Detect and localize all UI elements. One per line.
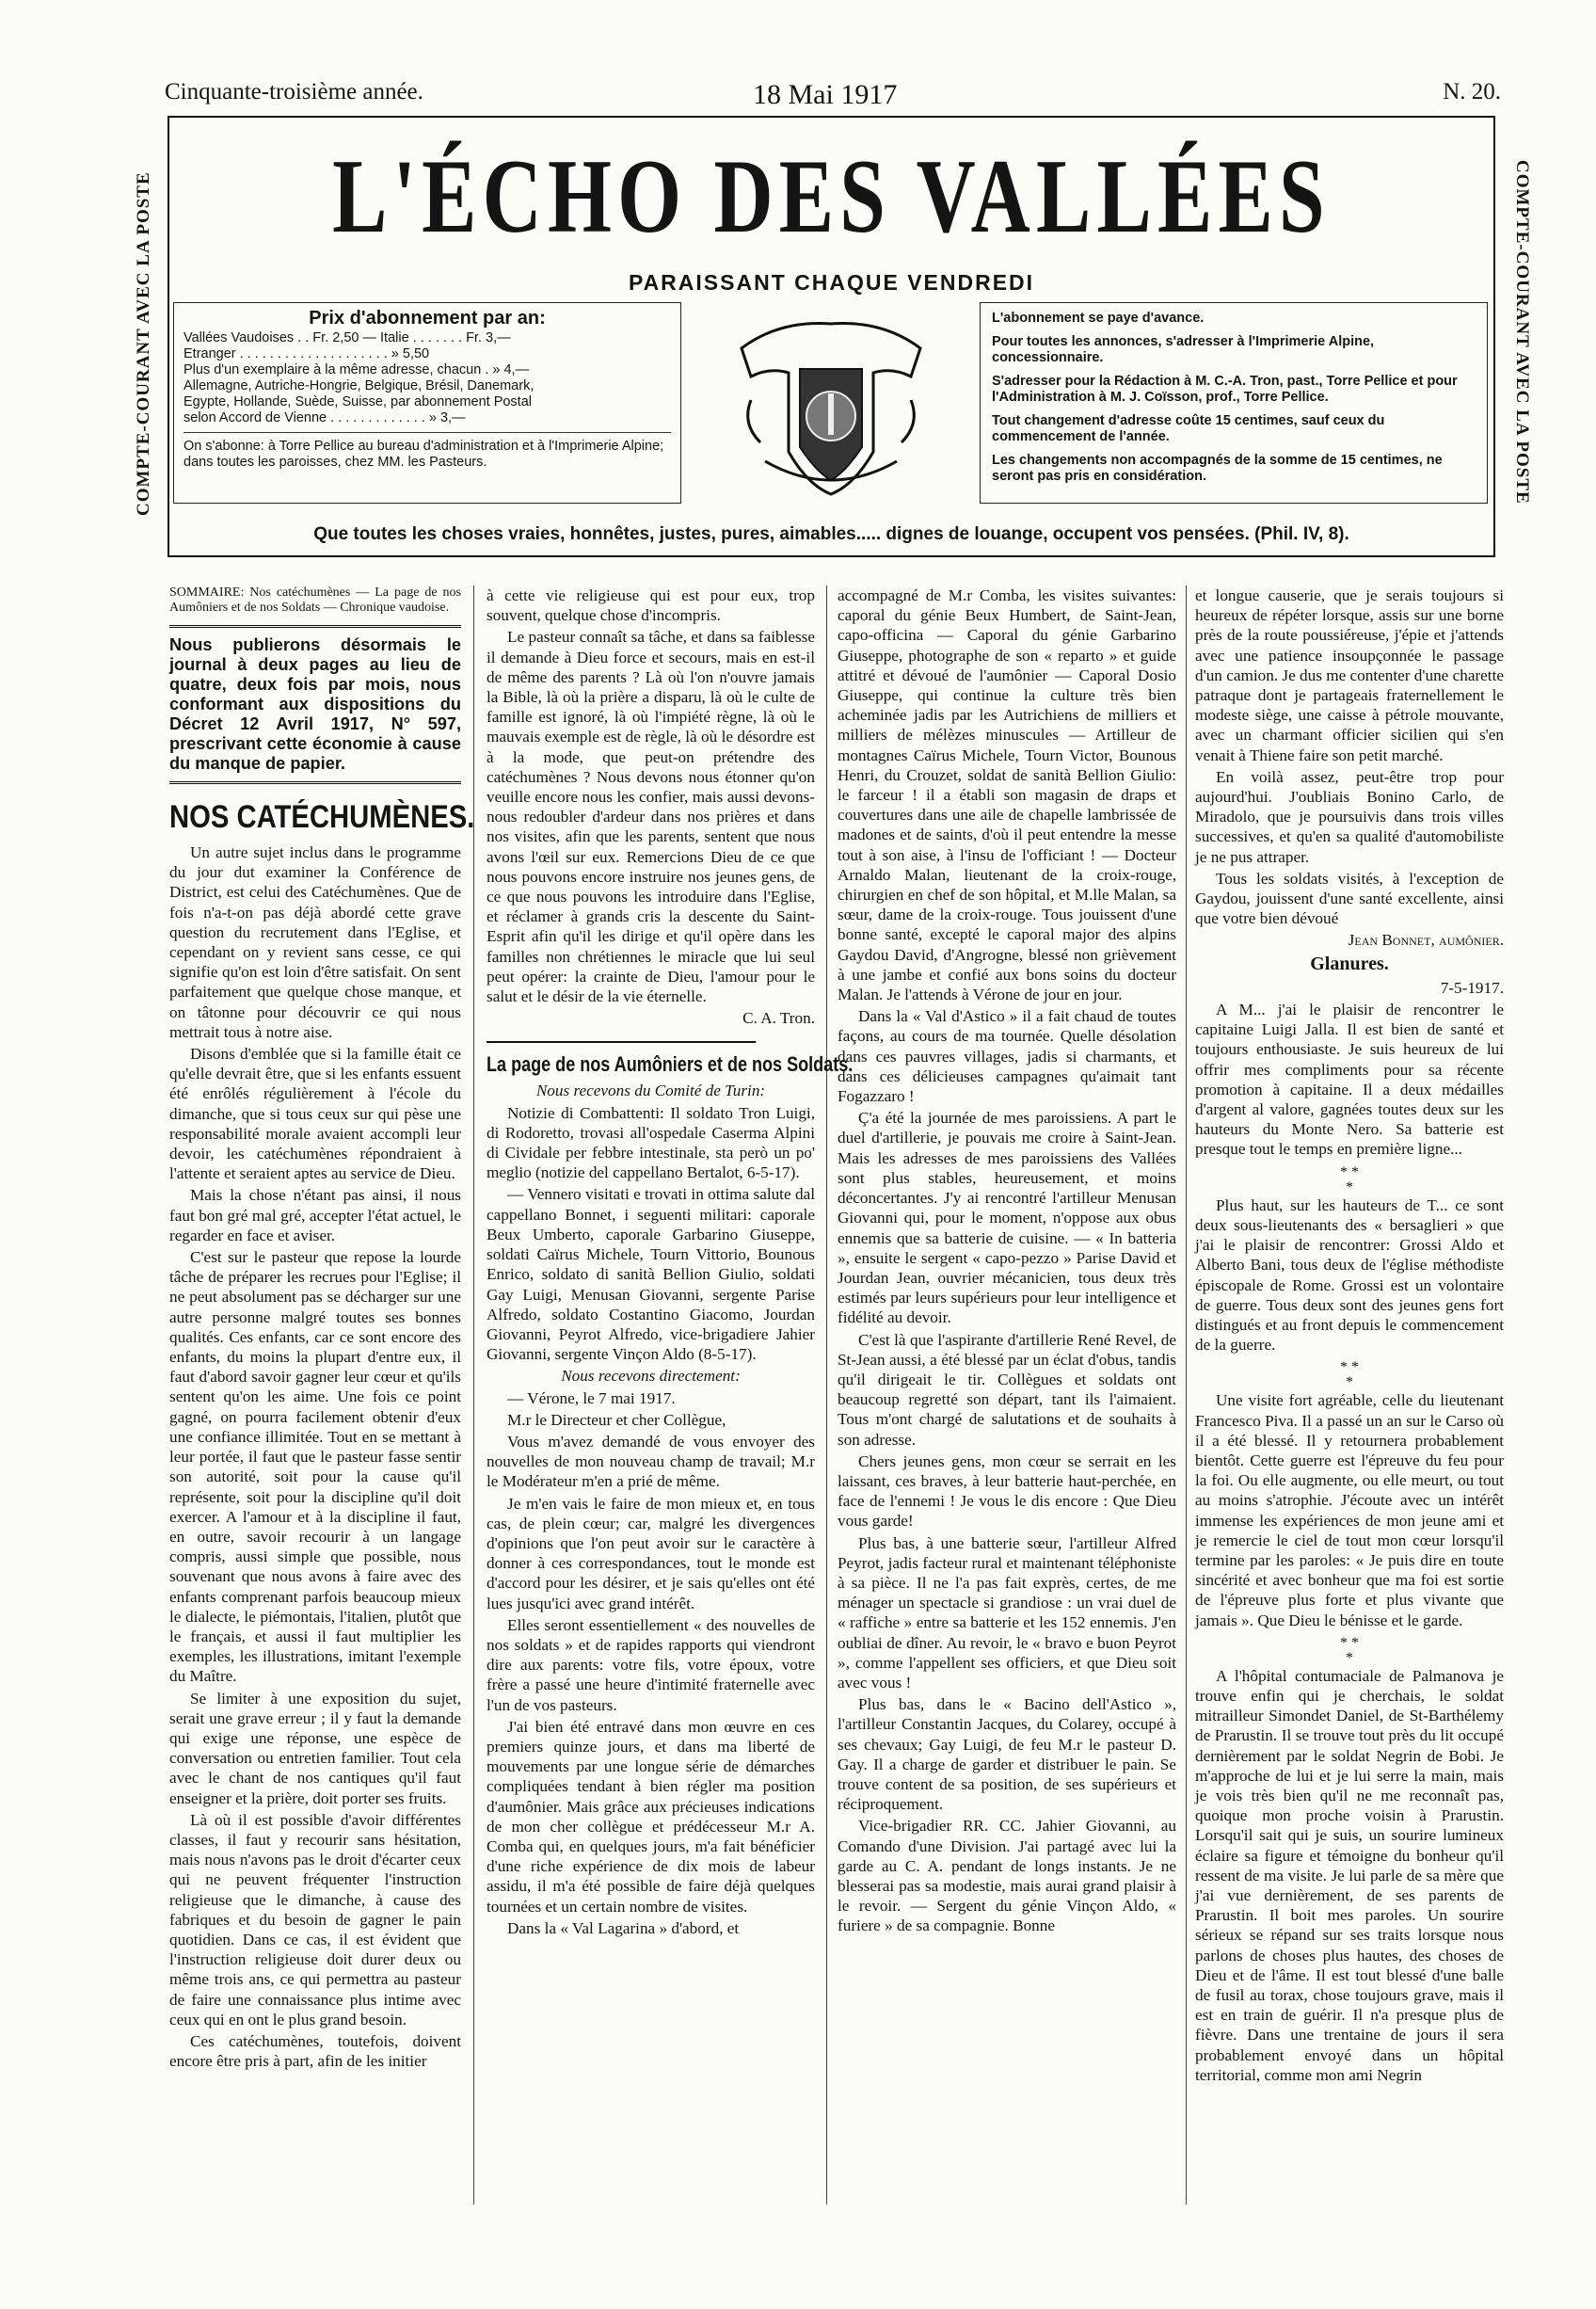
masthead bbox=[168, 116, 1495, 557]
received-direct: Nous recevons directement: bbox=[561, 1367, 741, 1386]
received-turin: Nous recevons du Comité de Turin: bbox=[535, 1082, 766, 1100]
paragraph: C'est sur le pasteur que repose la lourde tâche de préparer les recrues pour l'Eglise; il ne peut absolument pas se décharger sur une autre personne malgré toutes ses bonnes qualités. Ces enfants, car ce sont encore des enfants, du moins la plupart d'entre eux, il faut d'abord savoir gagner leur cœur et qu'ils sentent qu'on les aime. Une fois ce point gagné, on pourra facilement obtenir d'eux une confiance illimitée. Tout en se mettant à leur portée, il faut que le pasteur fasse sentir son autorité, soit pour la cause qu'il représente, soit pour la discipline qu'il doit exercer. A l'amour et à la discipline il faut, en outre, savoir recourir à un langage compris, aussi simple que possible, nous souvenant que nous avons à faire avec des enfants comprenant parfois beaucoup mieux le dialecte, le piémontais, l'italien, plutôt que le français, et aussi il faut multiplier les exemples, les illustrations, imitant l'exemple du Maître. bbox=[169, 1248, 461, 1686]
section-stars: * * * bbox=[1340, 1163, 1359, 1195]
side-text-left: COMPTE-COURANT AVEC LA POSTE bbox=[134, 171, 153, 516]
paragraph: Un autre sujet inclus dans le programme du jour dut examiner la Conférence de District, est celui des Catéchumènes. Que de fois n'a-t-on pas déjà abordé cette grave question du recrutement dans l'Eglise, et cependant on y revient sans cesse, ce qui signifie qu'on est loin d'être satisfait. On sent parfaitement que quelque chose manque, et on tâtonne pour découvrir ce qui nous mettrait tous à notre aise. bbox=[169, 843, 461, 1041]
paragraph: En voilà assez, peut-être trop pour aujourd'hui. J'oubliais Bonino Carlo, de Miradolo, que je poursuivis dans trois villes successives, et qu'en sa qualité d'automobiliste je ne pus attraper. bbox=[1195, 767, 1504, 866]
motto: Que toutes les choses vraies, honnêtes, justes, pures, aimables..... dignes de louange, occupent vos pensées. (Phil. IV, 8). bbox=[313, 524, 1349, 544]
subscription-where: On s'abonne: à Torre Pellice au bureau d'administration et à l'Imprimerie Alpine; dans toutes les paroisses, chez MM. les Pasteurs. bbox=[184, 439, 664, 470]
subscription-line: Allemagne, Autriche-Hongrie, Belgique, Brésil, Danemark, bbox=[184, 378, 535, 393]
paragraph: et longue causerie, que je serais toujours si heureux de répéter lorsque, assis sur une borne près de la route poussiéreuse, j'épie et j'attends avec une patience insoupçonnée le passage d'un camion. Je dus me contenter d'une charette patraque dont je partageais fraternellement le modeste siège, une caisse à pétrole mouvante, avec un charmant officier sicilien qui s'en venait à Thiene faire son petit marché. bbox=[1195, 586, 1504, 764]
signature-bonnet: Jean Bonnet, aumônier. bbox=[1348, 931, 1504, 950]
paragraph: Plus bas, dans le « Bacino dell'Astico », l'artilleur Constantin Jacques, du Colarey, occupé à ses chevaux; Gay Luigi, de feu M.r le pasteur D. Gay. Il a charge de garder et distribuer le pain. Se trouve content de sa position, de ses supérieurs et réciproquement. bbox=[838, 1695, 1176, 1814]
subscription-box bbox=[173, 302, 681, 504]
article-heading-aumoniers: La page de nos Aumôniers et de nos Soldats. bbox=[487, 1041, 756, 1077]
paragraph: Chers jeunes gens, mon cœur se serrait en les laissant, ces braves, à leur batterie haut-perchée, en face de l'ennemi ! Je vous le dis encore : Que Dieu vous garde! bbox=[838, 1451, 1176, 1531]
column-4 bbox=[1195, 585, 1504, 2087]
glanures-title: Glanures. bbox=[1310, 953, 1389, 974]
paragraph: J'ai bien été entravé dans mon œuvre en ces premiers quinze jours, et dans ma liberté de mouvements par une longue série de démarches compliquées tendant à bien régler ma position d'aumônier. Mais grâce aux précieuses indications de mon cher collègue et prédécesseur M.r A. Comba qui, en quelques jours, m'a fait bénéficier d'une riche expérience de dix mois de labeur assidu, il m'a été possible de faire déjà quelques tournées et un certain nombre de visites. bbox=[487, 1717, 815, 1916]
paragraph: A M... j'ai le plaisir de rencontrer le capitaine Luigi Jalla. Il est bien de santé et toujours enthousiaste. Je suis heureux de lui offrir mes compliments pour sa récente promotion à capitaine. Il a deux médailles d'argent al valore, gagnées toutes deux sur les hauteurs du Monte Nero. Sa batterie est presque tout le temps en première ligne... bbox=[1195, 1001, 1504, 1159]
notice-line: S'adresser pour la Rédaction à M. C.-A. Tron, past., Torre Pellice et pour l'Administration à M. J. Coïsson, prof., Torre Pellice. bbox=[992, 374, 1458, 405]
section-stars: * * * bbox=[1340, 1359, 1359, 1391]
paragraph: Vice-brigadier RR. CC. Jahier Giovanni, au Comando d'une Division. J'ai partagé avec lui la garde au C. A. pendant de longs instants. Je ne blesserai pas sa modestie, mais aurai grand plaisir à le revoir. — Sergent du génie Vinçon Aldo, « furiere » de sa compagnie. Bonne bbox=[838, 1817, 1176, 1935]
paragraph: M.r le Directeur et cher Collègue, bbox=[507, 1410, 726, 1429]
column-1 bbox=[169, 585, 475, 2073]
paragraph: Se limiter à une exposition du sujet, serait une grave erreur ; il y faut la demande qui exige une réponse, une espèce de conversation ou entretien familier. Tout cela avec le chant de nos cantiques qu'il faut enseigner et la prière, doit porter ses fruits. bbox=[169, 1689, 461, 1807]
subscription-line: Etranger . . . . . . . . . . . . . . . . . . . . » 5,50 bbox=[184, 346, 430, 361]
column-3 bbox=[838, 585, 1176, 1938]
side-text-right: COMPTE-COURANT AVEC LA POSTE bbox=[1512, 160, 1532, 505]
paragraph: Plus haut, sur les hauteurs de T... ce sont deux sous-lieutenants des « bersaglieri » que j'ai le plaisir de rencontrer: Grossi Aldo et Alberto Bani, tous deux de l'église méthodiste épiscopale de Rome. Grossi est un volontaire de guerre. Tous deux sont des jeunes gens fort distingués et au front depuis le commencement de la guerre. bbox=[1195, 1195, 1504, 1355]
paragraph: Tous les soldats visités, à l'exception de Gaydou, jouissent d'une santé excellente, ainsi que votre bien dévoué bbox=[1195, 869, 1504, 928]
section-stars: * * * bbox=[1340, 1634, 1359, 1666]
sommaire: SOMMAIRE: Nos catéchumènes — La page de nos Aumôniers et de nos Soldats — Chronique vaudoise. bbox=[169, 585, 461, 615]
paragraph: accompagné de M.r Comba, les visites suivantes: caporal du génie Beux Humbert, de Saint-Jean, capo-officina — Caporal du génie Garbarino Giuseppe, photographe de son « reparto » et guide attitré et dévoué de l'aumônier — Caporal Dosio Giuseppe, qui continue la culture très bien acheminée jadis par les Autrichiens de milliers et milliers de mélèzes minuscules — Artilleur de montagnes Caïrus Michele, Tourn Victor, Bounous Henri, du Crouzet, soldat de sanità Bellion Giulio: le farceur ! il a établi son magasin de draps et couvertures dans une aile de chapelle lambrissée de madones et de saints, d'où il peut entendre la messe tout à son aise, à l'insu de l'officiant ! — Docteur Arnaldo Malan, lieutenant de la croix-rouge, chirurgien en chef de son hôpital, et M.lle Malan, sa sœur, dame de la croix-rouge. Tous jouissent d'une bonne santé, excepté le caporal major des alpins Gaydou David, d'Angrogne, blessé non grièvement à une jambe et confié aux bons soins du docteur Malan. Je l'attends à Vérone de jour en jour. bbox=[838, 586, 1176, 1004]
paragraph: Le pasteur connaît sa tâche, et dans sa faiblesse il demande à Dieu force et secours, mais en est-il de même des parents ? Là où l'on n'ouvre jamais la Bible, là où la prière a disparu, là où le culte de famille est ignoré, là où l'impiété règne, là où le mauvais exemple est de règle, là où le désordre est à la mode, que peut-on prétendre des catéchumènes ? Nous devons nous étonner qu'on veuille encore nous les confier, mais aussi devons-nous redoubler d'ardeur dans nos prières et dans nos visites, afin que les parents, sentent que nous avons l'œil sur eux. Remercions Dieu de ce que nous pouvons encore instruire nos jeunes gens, de ce que nous pouvons les introduire dans l'Eglise, et réclamer à grands cris la descente du Saint-Esprit afin qu'il les dirige et qu'il opère dans les familles non chrétiennes le miracle que lui seul peut opérer: la crainte de Dieu, l'amour pour le salut et le désir de la vie éternelle. bbox=[487, 628, 815, 1006]
notices-box bbox=[980, 302, 1488, 504]
paragraph: à cette vie religieuse qui est pour eux, trop souvent, quelque chose d'incompris. bbox=[487, 586, 815, 625]
column-2 bbox=[487, 585, 854, 1940]
paragraph: Mais la chose n'étant pas ainsi, il nous faut bon gré mal gré, accepter l'état actuel, le regarder en face et aviser. bbox=[169, 1186, 461, 1244]
notice-line: L'abonnement se paye d'avance. bbox=[992, 311, 1205, 326]
paragraph: Notizie di Combattenti: Il soldato Tron Luigi, di Rodoretto, trovasi all'ospedale Caserma Alpini di Cividale per febbre intestinale, sta però un po' meglio (notizie del cappellano Bertalot, 6-5-17). bbox=[487, 1103, 815, 1182]
glanures-date: 7-5-1917. bbox=[1440, 978, 1504, 997]
paragraph: A l'hôpital contumaciale de Palmanova je trouve enfin qui je cherchais, le soldat mitrailleur Simondet Daniel, de St-Barthélemy de Prarustin. Il se trouve tout près du lit occupé dernièrement par le soldat Negrin de Bobi. Je m'approche de lui et je lui serre la main, mais je vois très bien qu'il ne me reconnaît pas, quoique mon proche voisin à Prarustin. Lorsqu'il sait qui je suis, un sourire lumineux éclaire sa figure et témoigne du bonheur qu'il ressent de ma visite. Je lui parle de sa mère que j'ai vue dernièrement, de ses parents de Prarustin. Il boit mes paroles. Un sourire sérieux se répand sur ses traits lorsque nous parlons de choses plus hautes, des choses de Dieu et de l'âme. Il est tout blessé d'une balle de fusil au torax, chose toujours grave, mais il est en train de guérir. Il n'a presque plus de fièvre. Dans une trentaine de jours il sera probablement envoyé dans un hôpital territorial, comme mon ami Negrin bbox=[1195, 1666, 1504, 2084]
paragraph: Ces catéchumènes, toutefois, doivent encore être pris à part, afin de les initier bbox=[169, 2031, 461, 2071]
paper-shortage-notice: Nous publierons désormais le journal à deux pages au lieu de quatre, deux fois par mois, nous conformant aux dispositions du Décret 12 Avril 1917, N° 597, prescrivant cette économie à cause du manque de papier. bbox=[169, 625, 461, 784]
paragraph: Vous m'avez demandé de vous envoyer des nouvelles de mon nouveau champ de travail; M.r le Modérateur m'en a prié de même. bbox=[487, 1432, 815, 1491]
issue-date: 18 Mai 1917 bbox=[753, 79, 898, 110]
issue-number: N. 20. bbox=[1443, 79, 1501, 104]
signature-tron: C. A. Tron. bbox=[742, 1009, 815, 1028]
paragraph: Disons d'emblée que si la famille était ce qu'elle devrait être, que si les enfants essuent été enrôlés régulièrement à l'école du dimanche, que si tous ceux sur qui pèse une responsabilité morale avaient accompli leur devoir, les catéchumènes répondraient à l'attente et seraient aptes au service de Dieu. bbox=[169, 1045, 461, 1183]
column-divider bbox=[1186, 585, 1187, 2205]
paragraph: — Vennero visitati e trovati in ottima salute dal cappellano Bonnet, i seguenti militari: caporale Beux Umberto, caporale Garbarino Giuseppe, soldati Caïrus Michele, Tourn Vittorio, Bounous Enrico, soldato di sanità Bellion Giulio, soldati Gay Luigi, Menusan Giovanni, sergente Parise Alfredo, soldato Costantino Giacomo, Jourdan Giovanni, Peyrot Alfredo, vice-brigadiere Jahier Giovanni, sergente Vinçon Aldo (8-5-17). bbox=[487, 1185, 815, 1364]
top-line bbox=[165, 79, 1501, 113]
subscription-line: Egypte, Hollande, Suède, Suisse, par abonnement Postal bbox=[184, 394, 532, 409]
notice-line: Pour toutes les annonces, s'adresser à l'Imprimerie Alpine, concessionnaire. bbox=[992, 334, 1375, 365]
notice-line: Tout changement d'adresse coûte 15 centimes, sauf ceux du commencement de l'année. bbox=[992, 413, 1385, 444]
newspaper-title: L'ÉCHO DES VALLÉES bbox=[332, 138, 1331, 255]
paragraph: Une visite fort agréable, celle du lieutenant Francesco Piva. Il a passé un an sur le Carso où il a été blessé. Il y retournera probablement bientôt. Cette guerre est l'épreuve du feu pour la foi. Ou elle augmente, ou elle meurt, ou tout au moins s'atrophie. J'écoute avec un intérêt immense les expériences de mon jeune ami et je remercie le ciel de tout mon cœur lorsqu'il termine par les paroles: « Je puis dire en toute sincérité et avec bonheur que ma foi est sortie de l'épreuve plus forte et plus vivante que jamais ». Que Dieu le bénisse et le garde. bbox=[1195, 1391, 1504, 1629]
column-divider bbox=[826, 585, 827, 2205]
subscription-line: Vallées Vaudoises . . Fr. 2,50 — Italie . . . . . . . Fr. 3,— bbox=[184, 330, 511, 345]
paragraph: Dans la « Val Lagarina » d'abord, et bbox=[507, 1918, 740, 1937]
subscription-line: selon Accord de Vienne . . . . . . . . . . . . . » 3,— bbox=[184, 410, 466, 425]
coat-of-arms-emblem-icon bbox=[723, 311, 939, 504]
paragraph: Dans la « Val d'Astico » il a fait chaud de toutes façons, au cours de ma tournée. Quelle désolation dans ces pauvres villages, jadis si charmants, et dans ces délicieuses campagnes qu'aimait tant Fogazzaro ! bbox=[838, 1007, 1176, 1106]
newspaper-subtitle: PARAISSANT CHAQUE VENDREDI bbox=[628, 270, 1035, 295]
paragraph: Plus bas, à une batterie sœur, l'artilleur Alfred Peyrot, jadis facteur rural et maintenant téléphoniste à sa pièce. Il ne l'a pas fait exprès, certes, de me ménager un spectacle si grandiose : un vrai duel de « raffiche » entre sa batterie et les 152 ennemis. J'en oubliai de dîner. Au revoir, le « bravo e buon Peyrot », comme l'appellent ses officiers, et que Dieu soit avec vous ! bbox=[838, 1533, 1176, 1692]
paragraph: — Vérone, le 7 mai 1917. bbox=[507, 1388, 676, 1407]
article-heading-catechumenes: NOS CATÉCHUMÈNES. bbox=[169, 799, 475, 835]
notice-line: Les changements non accompagnés de la somme de 15 centimes, ne seront pas pris en considération. bbox=[992, 453, 1443, 484]
subscription-line: Plus d'un exemplaire à la même adresse, chacun . » 4,— bbox=[184, 362, 530, 377]
paragraph: Là où il est possible d'avoir différentes classes, il faut y recourir sans hésitation, mais nous n'avons pas le droit d'écarter ceux qui ne peuvent fréquenter l'instruction religieuse que le dimanche, à cause des fabriques et du besoin de gagner le pain quotidien. Dans ce cas, il est évident que l'instruction religieuse doit durer deux ou même trois ans, ce qui permettra au pasteur de faire une connaissance plus intime avec ceux qui en ont le plus grand besoin. bbox=[169, 1810, 461, 2028]
subscription-heading: Prix d'abonnement par an: bbox=[309, 308, 546, 329]
year-label: Cinquante-troisième année. bbox=[165, 79, 423, 104]
paragraph: Ç'a été la journée de mes paroissiens. A part le duel d'artillerie, je pouvais me croire à Saint-Jean. Mais les adresses de mes paroissiens des Vallées sont plus stables, heureusement, et moins déconcertantes. J'y ai rencontré l'artilleur Menusan Giovanni qui, pour le moment, n'oppose aux obus ennemis que sa batterie de cuisine. — « In batteria », ensuite le sergent « capo-pezzo » Parise David et Jourdan Jean, ouvrier mécanicien, tous deux très estimés par leurs supérieurs pour leur intelligence et fidélité au devoir. bbox=[838, 1109, 1176, 1327]
paragraph: Je m'en vais le faire de mon mieux et, en tous cas, de plein cœur; car, malgré les divergences d'opinions que l'on peut avoir sur le caractère à donner à ces correspondances, tout le monde est d'accord pour les désirer, et je sais qu'elles ont été lues jusqu'ici avec grand intérêt. bbox=[487, 1494, 815, 1612]
paragraph: C'est là que l'aspirante d'artillerie René Revel, de St-Jean aussi, a été blessé par un éclat d'obus, tandis qu'il dirigeait le tir. Collègues et soldats ont beaucoup regretté son départ, tant ils l'aimaient. Tous m'ont chargé de salutations et de souhaits à son adresse. bbox=[838, 1330, 1176, 1449]
paragraph: Elles seront essentiellement « des nouvelles de nos soldats » et de rapides rapports qui viendront dire aux parents: votre fils, votre époux, votre frère a passé une heure d'intimité fraternelle avec l'un de vos pasteurs. bbox=[487, 1615, 815, 1714]
